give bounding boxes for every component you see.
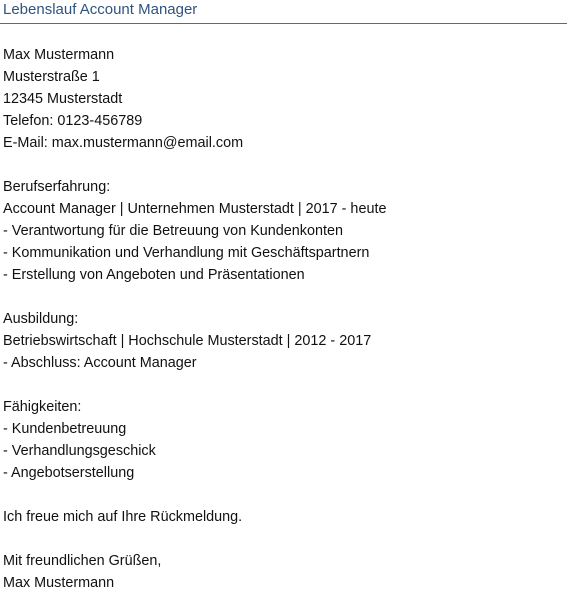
document-title: Lebenslauf Account Manager <box>3 1 198 18</box>
education-item: - Abschluss: Account Manager <box>3 355 197 371</box>
skills-heading: Fähigkeiten: <box>3 399 82 415</box>
education-degree: Betriebswirtschaft | Hochschule Musterstadt | 2012 - 2017 <box>3 333 372 349</box>
experience-section <box>3 176 563 286</box>
skills-section <box>3 396 563 484</box>
spacer <box>3 374 563 396</box>
experience-item: - Verantwortung für die Betreuung von Kundenkonten <box>3 223 344 239</box>
experience-item: - Erstellung von Angeboten und Präsentationen <box>3 267 305 283</box>
spacer <box>3 286 563 308</box>
education-section <box>3 308 563 374</box>
contact-phone: Telefon: 0123-456789 <box>3 113 143 129</box>
closing-section <box>3 506 563 594</box>
skill-item: - Angebotserstellung <box>3 465 135 481</box>
experience-position: Account Manager | Unternehmen Musterstadt | 2017 - heute <box>3 201 387 217</box>
document-body <box>3 44 563 594</box>
closing-signature: Max Mustermann <box>3 575 115 591</box>
contact-city: 12345 Musterstadt <box>3 91 123 107</box>
spacer <box>3 528 563 550</box>
contact-street: Musterstraße 1 <box>3 69 100 85</box>
contact-name: Max Mustermann <box>3 47 115 63</box>
education-heading: Ausbildung: <box>3 311 79 327</box>
contact-email: E-Mail: max.mustermann@email.com <box>3 135 244 151</box>
experience-heading: Berufserfahrung: <box>3 179 111 195</box>
skill-item: - Verhandlungsgeschick <box>3 443 156 459</box>
experience-item: - Kommunikation und Verhandlung mit Geschäftspartnern <box>3 245 370 261</box>
closing-text: Ich freue mich auf Ihre Rückmeldung. <box>3 509 243 525</box>
spacer <box>3 484 563 506</box>
contact-block <box>3 44 563 154</box>
skill-item: - Kundenbetreuung <box>3 421 127 437</box>
document-header <box>0 0 567 24</box>
closing-greeting: Mit freundlichen Grüßen, <box>3 553 162 569</box>
spacer <box>3 154 563 176</box>
